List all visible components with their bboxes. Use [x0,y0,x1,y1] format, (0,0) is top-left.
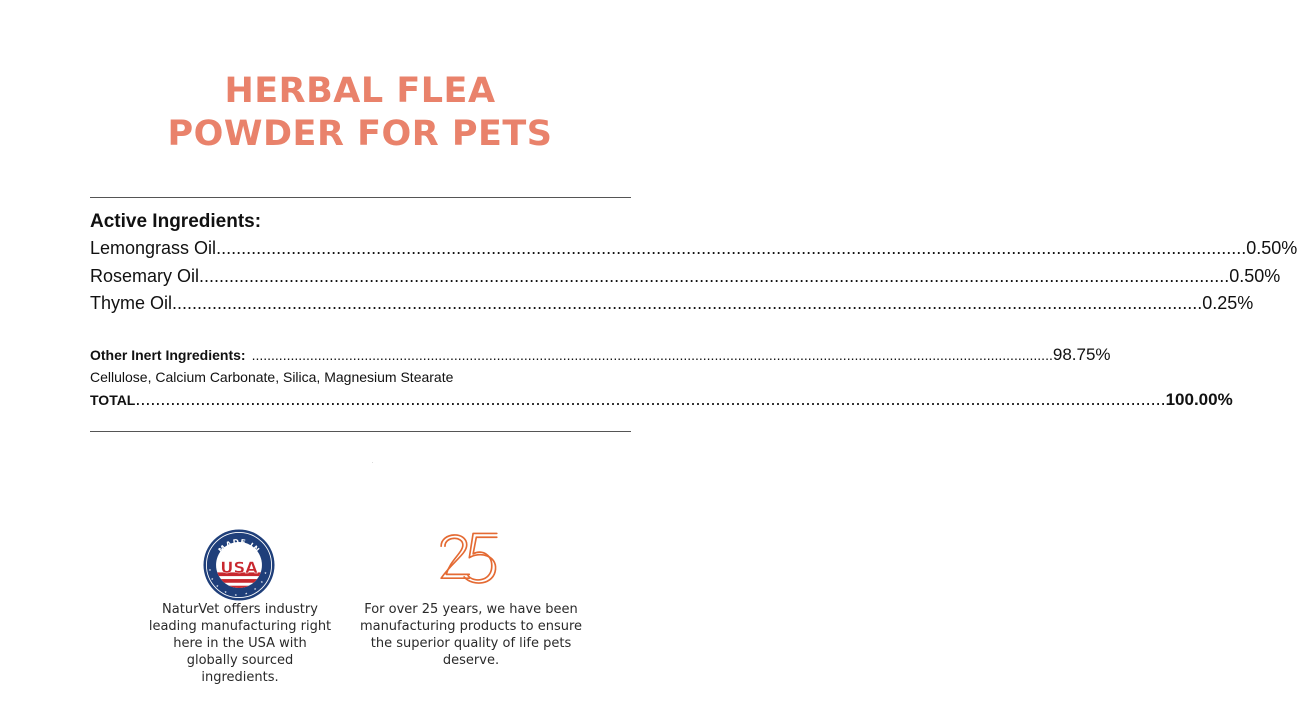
svg-text:★: ★ [208,567,212,572]
svg-text:★: ★ [210,576,214,581]
svg-text:★: ★ [224,590,227,595]
inert-ingredients-list: Cellulose, Calcium Carbonate, Silica, Magnesium Stearate [90,369,454,385]
dot-leader [172,291,1202,315]
25-years-logo [372,463,500,591]
total-value: 100.00% [1165,390,1233,409]
svg-text:★: ★ [260,579,264,584]
ingredient-name: Lemongrass Oil [90,238,217,258]
total-label: TOTAL [90,392,136,408]
product-title-line-1: HERBAL FLEA [224,71,496,111]
inert-ingredients-row [90,343,1111,367]
svg-text:★: ★ [244,591,248,596]
ingredient-name: Thyme Oil [90,293,173,313]
inert-ingredients-value: 98.75% [1052,345,1111,364]
years-number: 25 [372,463,373,464]
ingredient-value: 0.25% [1202,293,1254,313]
dot-leader [135,387,1165,411]
svg-text:★: ★ [253,587,257,592]
ingredient-row-rosemary [90,264,1281,288]
usa-caption: NaturVet offers industry leading manufacturing right here in the USA with globally sourced ingredients. [148,602,332,685]
svg-text:★: ★ [264,570,267,575]
made-in-usa-badge [202,528,276,602]
ingredient-row-thyme [90,291,1254,315]
bottom-divider [90,431,631,432]
dot-leader [216,236,1246,260]
total-row [90,387,1233,412]
twenty-five-years-icon [372,463,500,591]
ingredient-row-lemongrass [90,236,1297,260]
ingredient-value: 0.50% [1229,266,1281,286]
badge-main-text: USA [220,558,258,578]
inert-ingredients-label: Other Inert Ingredients: [90,347,246,363]
top-divider [90,197,631,198]
ingredient-name: Rosemary Oil [90,266,200,286]
active-ingredients-heading: Active Ingredients: [90,211,262,232]
product-title-line-2: POWDER FOR PETS [167,114,553,154]
years-caption: For over 25 years, we have been manufacturing products to ensure the superior quality of life pets deserve. [359,602,583,668]
svg-text:★: ★ [234,593,238,598]
svg-text:★: ★ [216,584,219,589]
dot-leader [199,264,1229,288]
ingredient-value: 0.50% [1246,238,1297,258]
product-title [0,70,720,156]
dot-leader [252,343,1053,367]
made-in-usa-seal-icon [202,528,276,602]
badge-top-text: MADE IN [216,537,262,555]
